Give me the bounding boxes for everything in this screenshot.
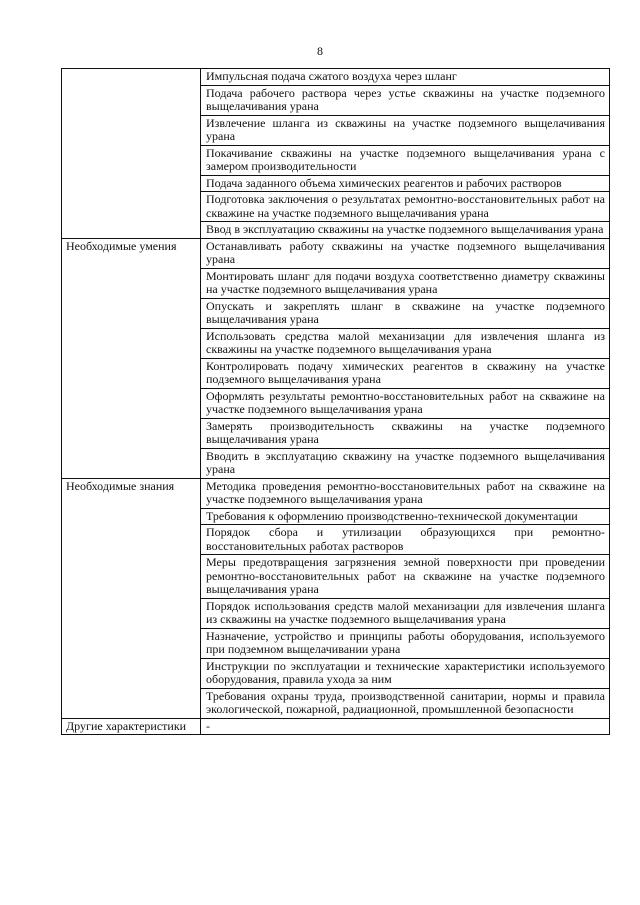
section-item: Подача заданного объема химических реагентов и рабочих растворов: [201, 175, 610, 192]
section-item: Подача рабочего раствора через устье скважины на участке подземного выщелачивания урана: [201, 85, 610, 115]
competency-table: [61, 68, 610, 735]
section-item: Подготовка заключения о результатах ремонтно-восстановительных работ на скважине на участке подземного выщелачивания урана: [201, 192, 610, 222]
section-item: Порядок использования средств малой механизации для извлечения шланга из скважины на участке подземного выщелачивания урана: [201, 598, 610, 628]
section-item: Покачивание скважины на участке подземного выщелачивания урана с замером производительности: [201, 145, 610, 175]
section-label: Необходимые знания: [62, 478, 201, 718]
section-item: Ввод в эксплуатацию скважины на участке подземного выщелачивания урана: [201, 222, 610, 239]
section-item: Инструкции по эксплуатации и технические характеристики используемого оборудования, правила ухода за ним: [201, 658, 610, 688]
table-row: [62, 238, 610, 268]
table-row: [62, 478, 610, 508]
competency-table-body: [62, 69, 610, 735]
section-item: Импульсная подача сжатого воздуха через шланг: [201, 69, 610, 86]
section-label: [62, 69, 201, 239]
section-item: Требования к оформлению производственно-технической документации: [201, 508, 610, 525]
section-item: Меры предотвращения загрязнения земной поверхности при проведении ремонтно-восстановительных работ на скважине на участке подземного выщелачивания урана: [201, 555, 610, 599]
section-item: Использовать средства малой механизации для извлечения шланга из скважины на участке подземного выщелачивания урана: [201, 328, 610, 358]
section-item: Методика проведения ремонтно-восстановительных работ на скважине на участке подземного выщелачивания урана: [201, 478, 610, 508]
section-label: Другие характеристики: [62, 718, 201, 735]
table-row: [62, 69, 610, 86]
section-item: Назначение, устройство и принципы работы оборудования, используемого при подземном выщелачивании урана: [201, 628, 610, 658]
section-item: Вводить в эксплуатацию скважину на участке подземного выщелачивания урана: [201, 448, 610, 478]
section-item: Опускать и закреплять шланг в скважине на участке подземного выщелачивания урана: [201, 298, 610, 328]
section-item: Оформлять результаты ремонтно-восстановительных работ на скважине на участке подземного выщелачивания урана: [201, 388, 610, 418]
table-row: [62, 718, 610, 735]
section-item: Контролировать подачу химических реагентов в скважину на участке подземного выщелачивания урана: [201, 358, 610, 388]
section-item: Извлечение шланга из скважины на участке подземного выщелачивания урана: [201, 115, 610, 145]
section-item: Останавливать работу скважины на участке подземного выщелачивания урана: [201, 238, 610, 268]
page-number: 8: [317, 44, 323, 58]
section-label: Необходимые умения: [62, 238, 201, 478]
section-item: Замерять производительность скважины на участке подземного выщелачивания урана: [201, 418, 610, 448]
section-item: Требования охраны труда, производственной санитарии, нормы и правила экологической, пожарной, радиационной, промышленной безопасности: [201, 688, 610, 718]
section-item: Монтировать шланг для подачи воздуха соответственно диаметру скважины на участке подземного выщелачивания урана: [201, 268, 610, 298]
section-item: Порядок сбора и утилизации образующихся при ремонтно-восстановительных работах растворов: [201, 525, 610, 555]
section-item: -: [201, 718, 610, 735]
